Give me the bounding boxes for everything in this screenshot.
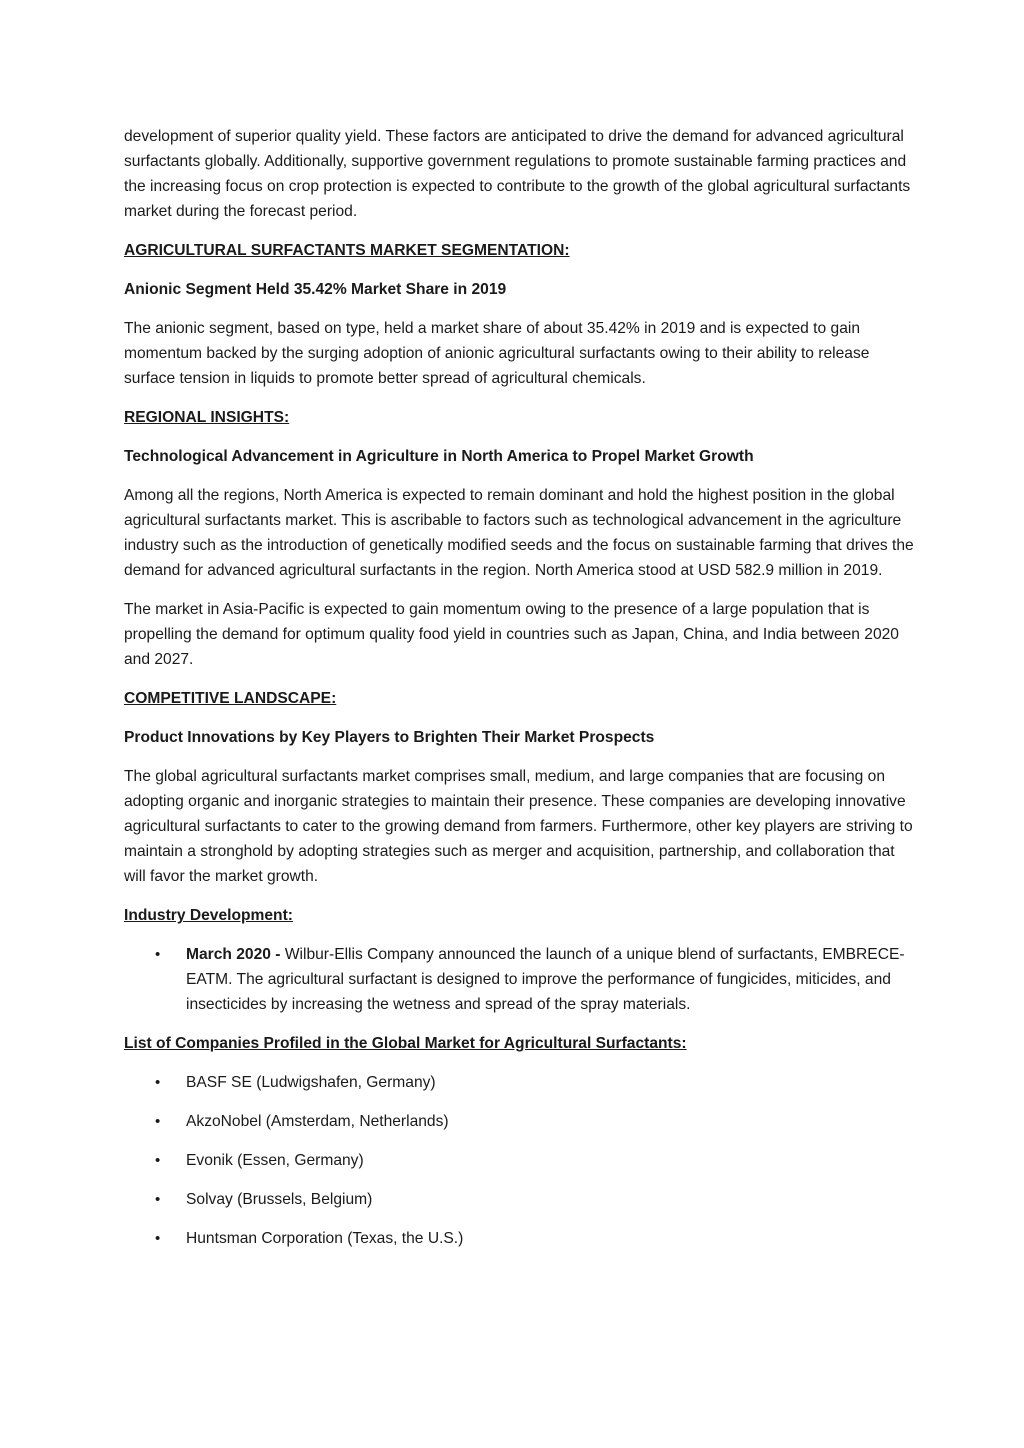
company-name: Huntsman Corporation (Texas, the U.S.) bbox=[186, 1230, 464, 1247]
regional-paragraph-asia-pacific: The market in Asia-Pacific is expected to gain momentum owing to the presence of a large population that is propelling the demand for optimum quality food yield in countries such as Japan, China, and India between 2020 and 2027. bbox=[124, 601, 899, 668]
competitive-subheading: Product Innovations by Key Players to Brighten Their Market Prospects bbox=[124, 729, 655, 746]
company-name: BASF SE (Ludwigshafen, Germany) bbox=[186, 1074, 436, 1091]
bullet-icon: • bbox=[155, 946, 161, 963]
competitive-paragraph: The global agricultural surfactants market comprises small, medium, and large companies that are focusing on adopting organic and inorganic strategies to maintain their presence. These companies are developing innovative agricultural surfactants to cater to the growing demand from farmers. Furthermore, other key players are striving to maintain a stronghold by adopting strategies such as merger and acquisition, partnership, and collaboration that will favor the market growth. bbox=[124, 768, 913, 885]
list-item bbox=[124, 1187, 914, 1212]
segmentation-subheading: Anionic Segment Held 35.42% Market Share in 2019 bbox=[124, 281, 507, 298]
segmentation-heading: AGRICULTURAL SURFACTANTS MARKET SEGMENTATION: bbox=[124, 242, 570, 259]
industry-development-list bbox=[124, 942, 914, 1017]
regional-paragraph-north-america: Among all the regions, North America is expected to remain dominant and hold the highest position in the global agricultural surfactants market. This is ascribable to factors such as technological advancement in the agriculture industry such as the introduction of genetically modified seeds and the focus on sustainable farming that drives the demand for advanced agricultural surfactants in the region. North America stood at USD 582.9 million in 2019. bbox=[124, 487, 914, 579]
company-name: AkzoNobel (Amsterdam, Netherlands) bbox=[186, 1113, 449, 1130]
intro-paragraph: development of superior quality yield. These factors are anticipated to drive the demand for advanced agricultural surfactants globally. Additionally, supportive government regulations to promote sustainable farming practices and the increasing focus on crop protection is expected to contribute to the growth of the global agricultural surfactants market during the forecast period. bbox=[124, 128, 911, 220]
bullet-icon: • bbox=[155, 1074, 161, 1091]
companies-heading: List of Companies Profiled in the Global Market for Agricultural Surfactants: bbox=[124, 1035, 687, 1052]
development-date: March 2020 - bbox=[186, 946, 281, 963]
regional-heading: REGIONAL INSIGHTS: bbox=[124, 409, 290, 426]
companies-list bbox=[124, 1070, 914, 1251]
document-page bbox=[124, 124, 914, 1265]
company-name: Evonik (Essen, Germany) bbox=[186, 1152, 364, 1169]
segmentation-paragraph: The anionic segment, based on type, held a market share of about 35.42% in 2019 and is expected to gain momentum backed by the surging adoption of anionic agricultural surfactants owing to their ability to release surface tension in liquids to promote better spread of agricultural chemicals. bbox=[124, 320, 870, 387]
company-name: Solvay (Brussels, Belgium) bbox=[186, 1191, 373, 1208]
list-item bbox=[124, 1148, 914, 1173]
regional-subheading: Technological Advancement in Agriculture in North America to Propel Market Growth bbox=[124, 448, 754, 465]
list-item bbox=[124, 1070, 914, 1095]
competitive-heading: COMPETITIVE LANDSCAPE: bbox=[124, 690, 337, 707]
list-item bbox=[124, 1109, 914, 1134]
bullet-icon: • bbox=[155, 1113, 161, 1130]
bullet-icon: • bbox=[155, 1230, 161, 1247]
bullet-icon: • bbox=[155, 1191, 161, 1208]
list-item bbox=[124, 942, 914, 1017]
development-text: Wilbur-Ellis Company announced the launch of a unique blend of surfactants, EMBRECE-EATM. The agricultural surfactant is designed to improve the performance of fungicides, miticides, and insecticides by increasing the wetness and spread of the spray materials. bbox=[186, 946, 905, 1013]
bullet-icon: • bbox=[155, 1152, 161, 1169]
industry-development-heading: Industry Development: bbox=[124, 907, 293, 924]
list-item bbox=[124, 1226, 914, 1251]
